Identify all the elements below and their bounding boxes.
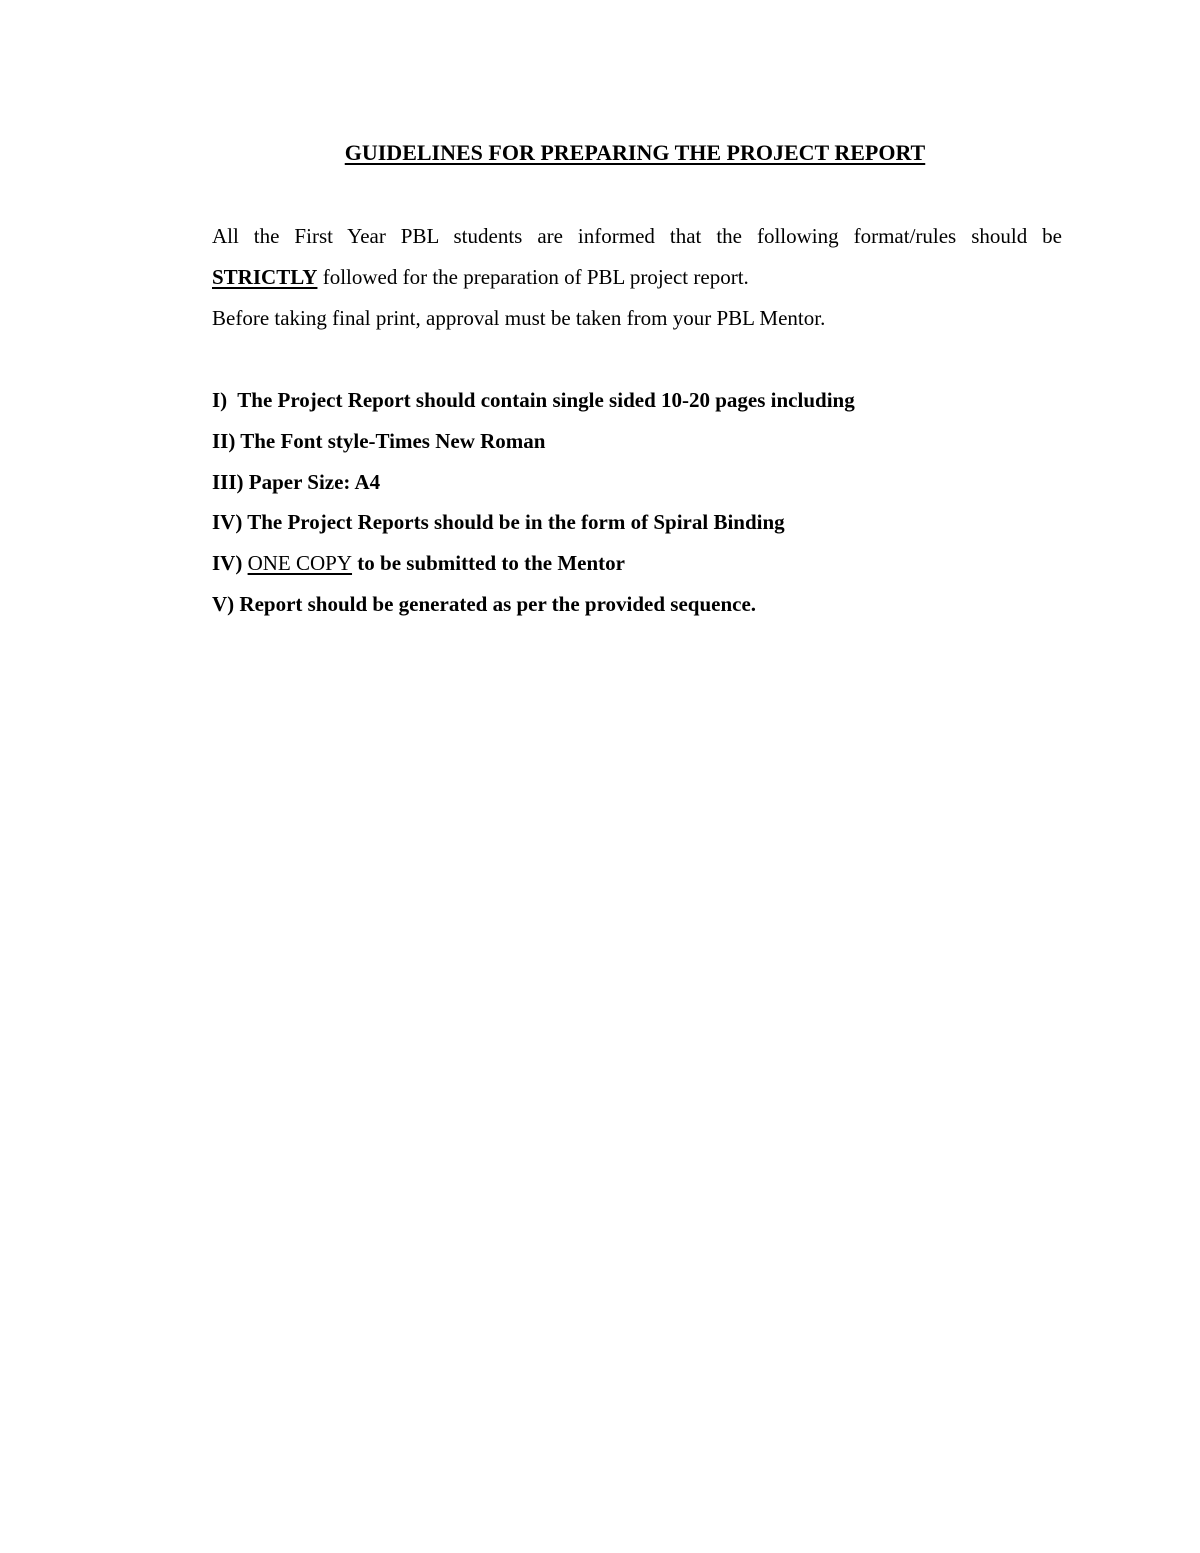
strictly-emphasis: STRICTLY	[212, 265, 318, 289]
intro-line-2-text: followed for the preparation of PBL project report.	[317, 265, 749, 289]
one-copy-emphasis: ONE COPY	[247, 551, 353, 576]
intro-paragraph	[212, 216, 1062, 339]
intro-line-1: All the First Year PBL students are informed that the following format/rules should be	[212, 224, 1062, 248]
intro-line-3: Before taking final print, approval must be taken from your PBL Mentor.	[212, 306, 826, 330]
rule-item-1: I) The Project Report should contain single sided 10-20 pages including	[212, 388, 855, 412]
rule-item-2: II) The Font style-Times New Roman	[212, 428, 546, 453]
intro-line-2	[212, 257, 1062, 298]
rule-item-6: V) Report should be generated as per the provided sequence.	[212, 591, 757, 616]
rule-item-5	[212, 543, 1062, 584]
rule-item-5-suffix: to be submitted to the Mentor	[352, 551, 625, 576]
page-title: GUIDELINES FOR PREPARING THE PROJECT REPORT	[344, 140, 926, 165]
rule-item-5-prefix: IV)	[212, 551, 248, 576]
rules-list	[212, 380, 1062, 625]
rule-item-4: IV) The Project Reports should be in the form of Spiral Binding	[212, 510, 785, 535]
rule-item-3: III) Paper Size: A4	[212, 469, 381, 494]
